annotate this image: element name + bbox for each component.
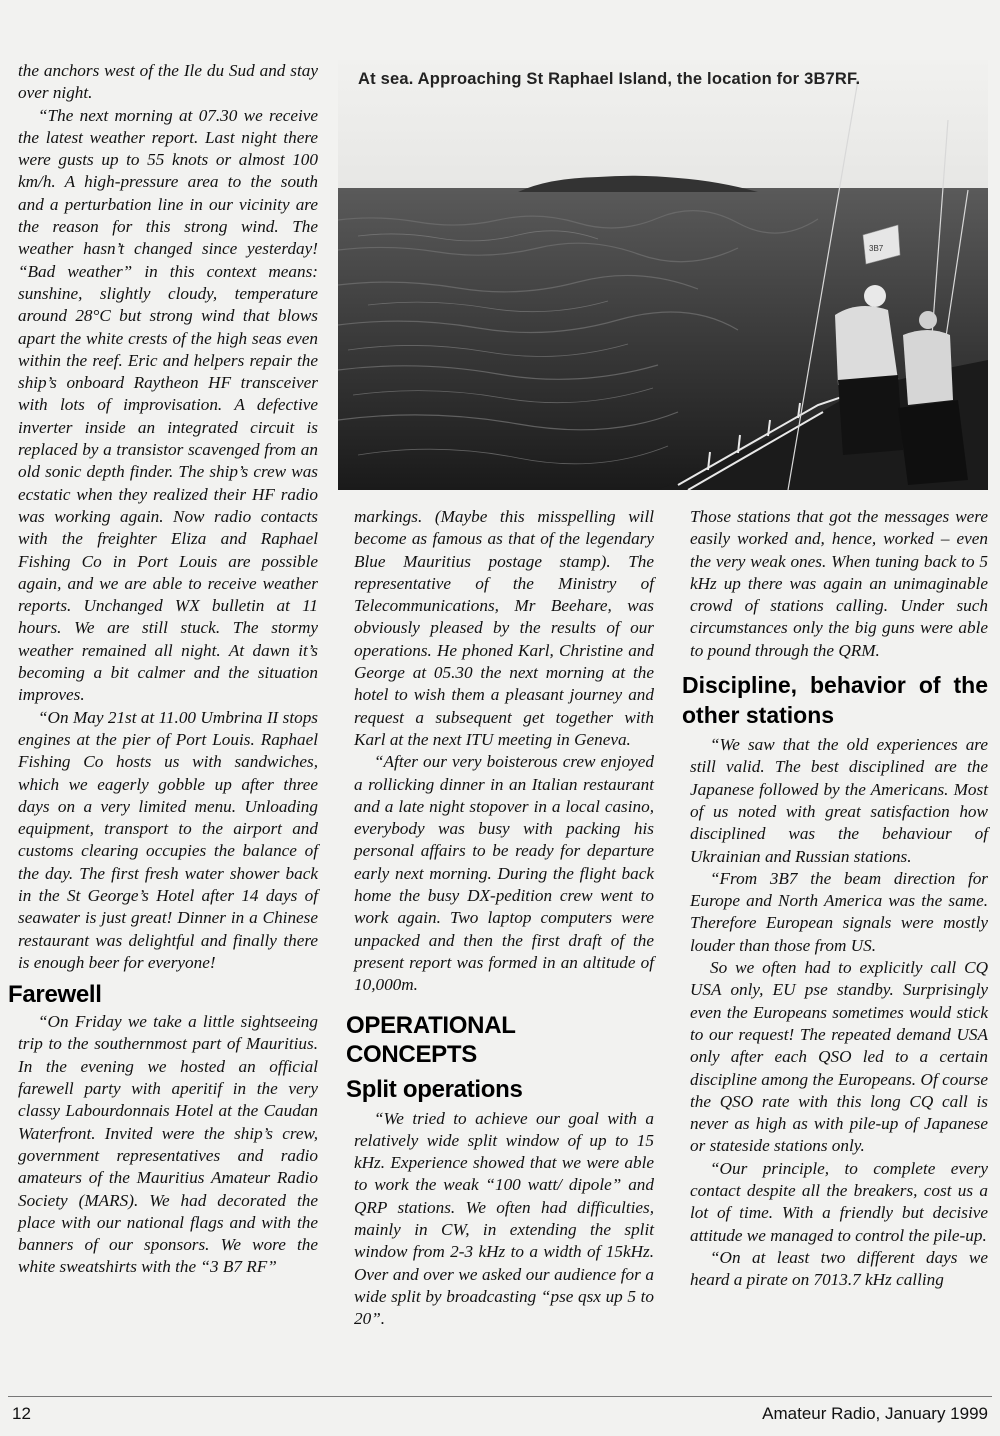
sea-photo-image (338, 60, 988, 490)
paragraph: So we often had to explicitly call CQ USA only, EU pse standby. Surprisingly even the Europeans sometimes would stick to our request! The repeated demand USA only after each QSO led to a certain discipline among the Europeans. Of course the QSO rate with this long CQ call is never as high as with pile-up of Japanese or stateside stations only. (690, 958, 988, 1156)
paragraph: markings. (Maybe this misspelling will become as famous as that of the legendary Blue Mauritius postage stamp). The representative of the Ministry of Telecommunications, Mr Beehare, was obviously pleased by the results of our operations. He phoned Karl, Christine and George at 05.30 the next morning at the hotel to wish them a pleasant journey and request a subsequent get together with Karl at the next ITU meeting in Geneva. (354, 507, 654, 749)
section-heading-discipline: Discipline, behavior of the other stations (682, 672, 988, 729)
photo-at-sea (338, 60, 988, 490)
article-column-1 (8, 60, 318, 1279)
section-heading-farewell: Farewell (8, 981, 102, 1009)
flag-text: 3B7 (869, 244, 884, 253)
paragraph: “From 3B7 the beam direction for Europe and North America was the same. Therefore European signals were mostly louder than those from US. (690, 868, 988, 955)
paragraph: “On May 21st at 11.00 Umbrina II stops engines at the pier of Port Louis. Raphael Fishing Co hosts us with sandwiches, which we eagerly gobble up after three days on a very limited menu. Unloading equipment, transport to the airport and customs clearing occupies the balance of the day. The first fresh water shower back in the St George’s Hotel after 14 days of seawater is just great! Dinner in a Chinese restaurant was delightful and finally there is enough beer for everyone! (18, 707, 318, 972)
paragraph: “We saw that the old experiences are still valid. The best disciplined are the Japanese followed by the Americans. Most of us noted with great satisfaction how disciplined was the behaviour of Ukrainian and Russian stations. (690, 735, 988, 866)
paragraph: “Our principle, to complete every contact despite all the breakers, cost us a lot of time. With a friendly but decisive attitude we managed to control the pile-up. (690, 1158, 988, 1245)
photo-caption: At sea. Approaching St Raphael Island, the location for 3B7RF. (358, 70, 861, 88)
footer-rule (8, 1396, 992, 1397)
article-column-2 (346, 506, 654, 1331)
section-heading-operational-concepts: OPERATIONAL CONCEPTS (346, 1011, 516, 1068)
paragraph: “We tried to achieve our goal with a relatively wide split window of up to 15 kHz. Experience showed that we were able to work the weak “100 watt/ dipole” and QRP stations. We often had difficulties, mainly in CW, in extending the split window from 2-3 kHz to a width of 15kHz. Over and over we asked our audience for a wide split by broadcasting “pse qsx up 5 to 20”. (354, 1108, 654, 1329)
paragraph: “On at least two different days we heard a pirate on 7013.7 kHz calling (690, 1247, 988, 1290)
article-column-3 (682, 506, 988, 1292)
paragraph: Those stations that got the messages were easily worked and, hence, worked – even the very weak ones. When tuning back to 5 kHz up there was again an unimaginable crowd of stations calling. Under such circumstances only the big guns were able to pound through the QRM. (690, 507, 988, 660)
paragraph: “After our very boisterous crew enjoyed a rollicking dinner in an Italian restaurant and a late night stopover in a local casino, everybody was busy with packing his personal affairs to be ready for departure early next morning. During the flight back home the busy DX-pedition crew went to work again. Two laptop computers were unpacked and then the first draft of the present report was formed in an altitude of 10,000m. (354, 752, 654, 995)
page-number: 12 (12, 1404, 31, 1423)
publication-footer: Amateur Radio, January 1999 (762, 1404, 988, 1423)
paragraph: “On Friday we take a little sightseeing trip to the southernmost part of Mauritius. In the evening we hosted an official farewell party with aperitif in the very classy Labourdonnais Hotel at the Caudan Waterfront. Invited were the ship’s crew, government representatives and radio amateurs of the Mauritius Amateur Radio Society (MARS). We had decorated the place with our national flags and with the banners of our sponsors. We wore the white sweatshirts with the “3 B7 RF” (18, 1012, 318, 1277)
paragraph: “The next morning at 07.30 we receive the latest weather report. Last night there were gusts up to 55 knots or almost 100 km/h. A high-pressure area to the south and a perturbation line in our vicinity are the reason for this strong wind. The weather hasn’t changed since yesterday! “Bad weather” in this context means: sunshine, slightly cloudy, temperature around 28°C but strong wind that blows apart the white crests of the high seas even within the reef. Eric and helpers repair the ship’s onboard Raytheon HF transceiver with lots of improvisation. A defective inverter inside an integrated circuit is replaced by a transistor scavenged from an old sonic depth finder. The ship’s crew was ecstatic when they realized their HF radio was working again. Now radio contacts with the freighter Eliza and Raphael Fishing Co in Port Louis are possible again, and we are able to receive weather reports. Unchanged WX bulletin at 11 hours. We are still stuck. The stormy weather remained all night. At dawn it’s becoming a bit calmer and the situation improves. (18, 105, 318, 705)
paragraph: the anchors west of the Ile du Sud and stay over night. (18, 61, 318, 103)
section-heading-split-operations: Split operations (346, 1075, 523, 1103)
